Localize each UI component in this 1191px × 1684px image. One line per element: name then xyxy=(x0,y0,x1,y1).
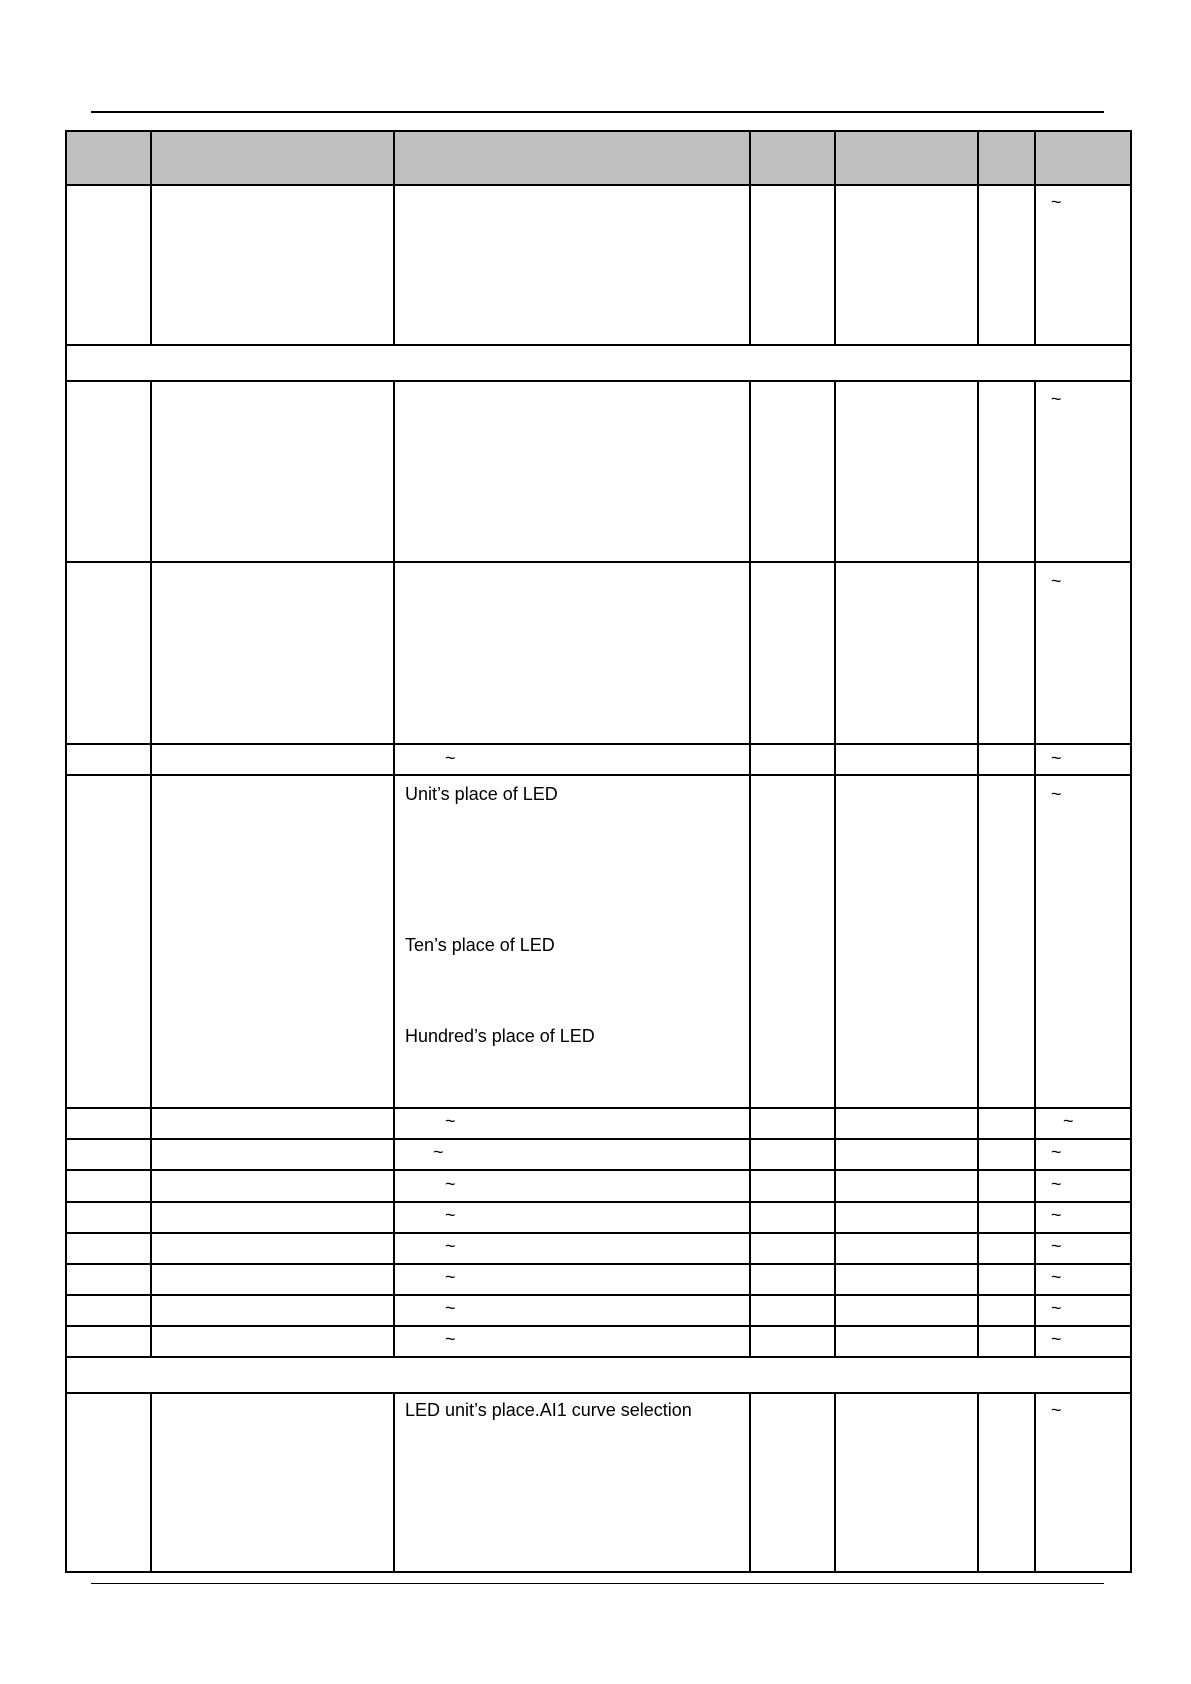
table-header-row xyxy=(65,130,1132,185)
range-value: ~ xyxy=(1051,571,1062,591)
range-value: ~ xyxy=(1051,389,1062,409)
setting-range-value: ~ xyxy=(445,1329,456,1349)
header-rule xyxy=(91,111,1104,113)
range-value: ~ xyxy=(1051,1142,1062,1162)
range-value: ~ xyxy=(1051,1205,1062,1225)
range-value: ~ xyxy=(1051,1236,1062,1256)
range-value: ~ xyxy=(1051,1174,1062,1194)
range-value: ~ xyxy=(1051,1267,1062,1287)
parameter-table xyxy=(65,130,1132,1573)
range-value: ~ xyxy=(1051,192,1062,212)
footer-rule xyxy=(91,1583,1104,1584)
setting-range-value: ~ xyxy=(445,1205,456,1225)
range-value: ~ xyxy=(1063,1111,1074,1131)
range-value: ~ xyxy=(1051,748,1062,768)
range-value: ~ xyxy=(1051,1298,1062,1318)
section-band-row xyxy=(65,1356,1132,1392)
led-tens-place-label: Ten’s place of LED xyxy=(405,935,555,955)
setting-range-value: ~ xyxy=(445,1111,456,1131)
led-hundreds-place-label: Hundred’s place of LED xyxy=(405,1026,595,1046)
ai1-curve-selection-label: LED unit’s place.AI1 curve selection xyxy=(405,1400,692,1420)
section-band-row xyxy=(65,345,1132,381)
range-value: ~ xyxy=(1051,1329,1062,1349)
setting-range-value: ~ xyxy=(445,1236,456,1256)
range-value: ~ xyxy=(1051,1400,1062,1420)
setting-range-value: ~ xyxy=(445,1174,456,1194)
led-units-place-label: Unit’s place of LED xyxy=(405,784,558,804)
setting-range-value: ~ xyxy=(445,748,456,768)
setting-range-value: ~ xyxy=(433,1142,444,1162)
setting-range-value: ~ xyxy=(445,1267,456,1287)
range-value: ~ xyxy=(1051,784,1062,804)
setting-range-value: ~ xyxy=(445,1298,456,1318)
